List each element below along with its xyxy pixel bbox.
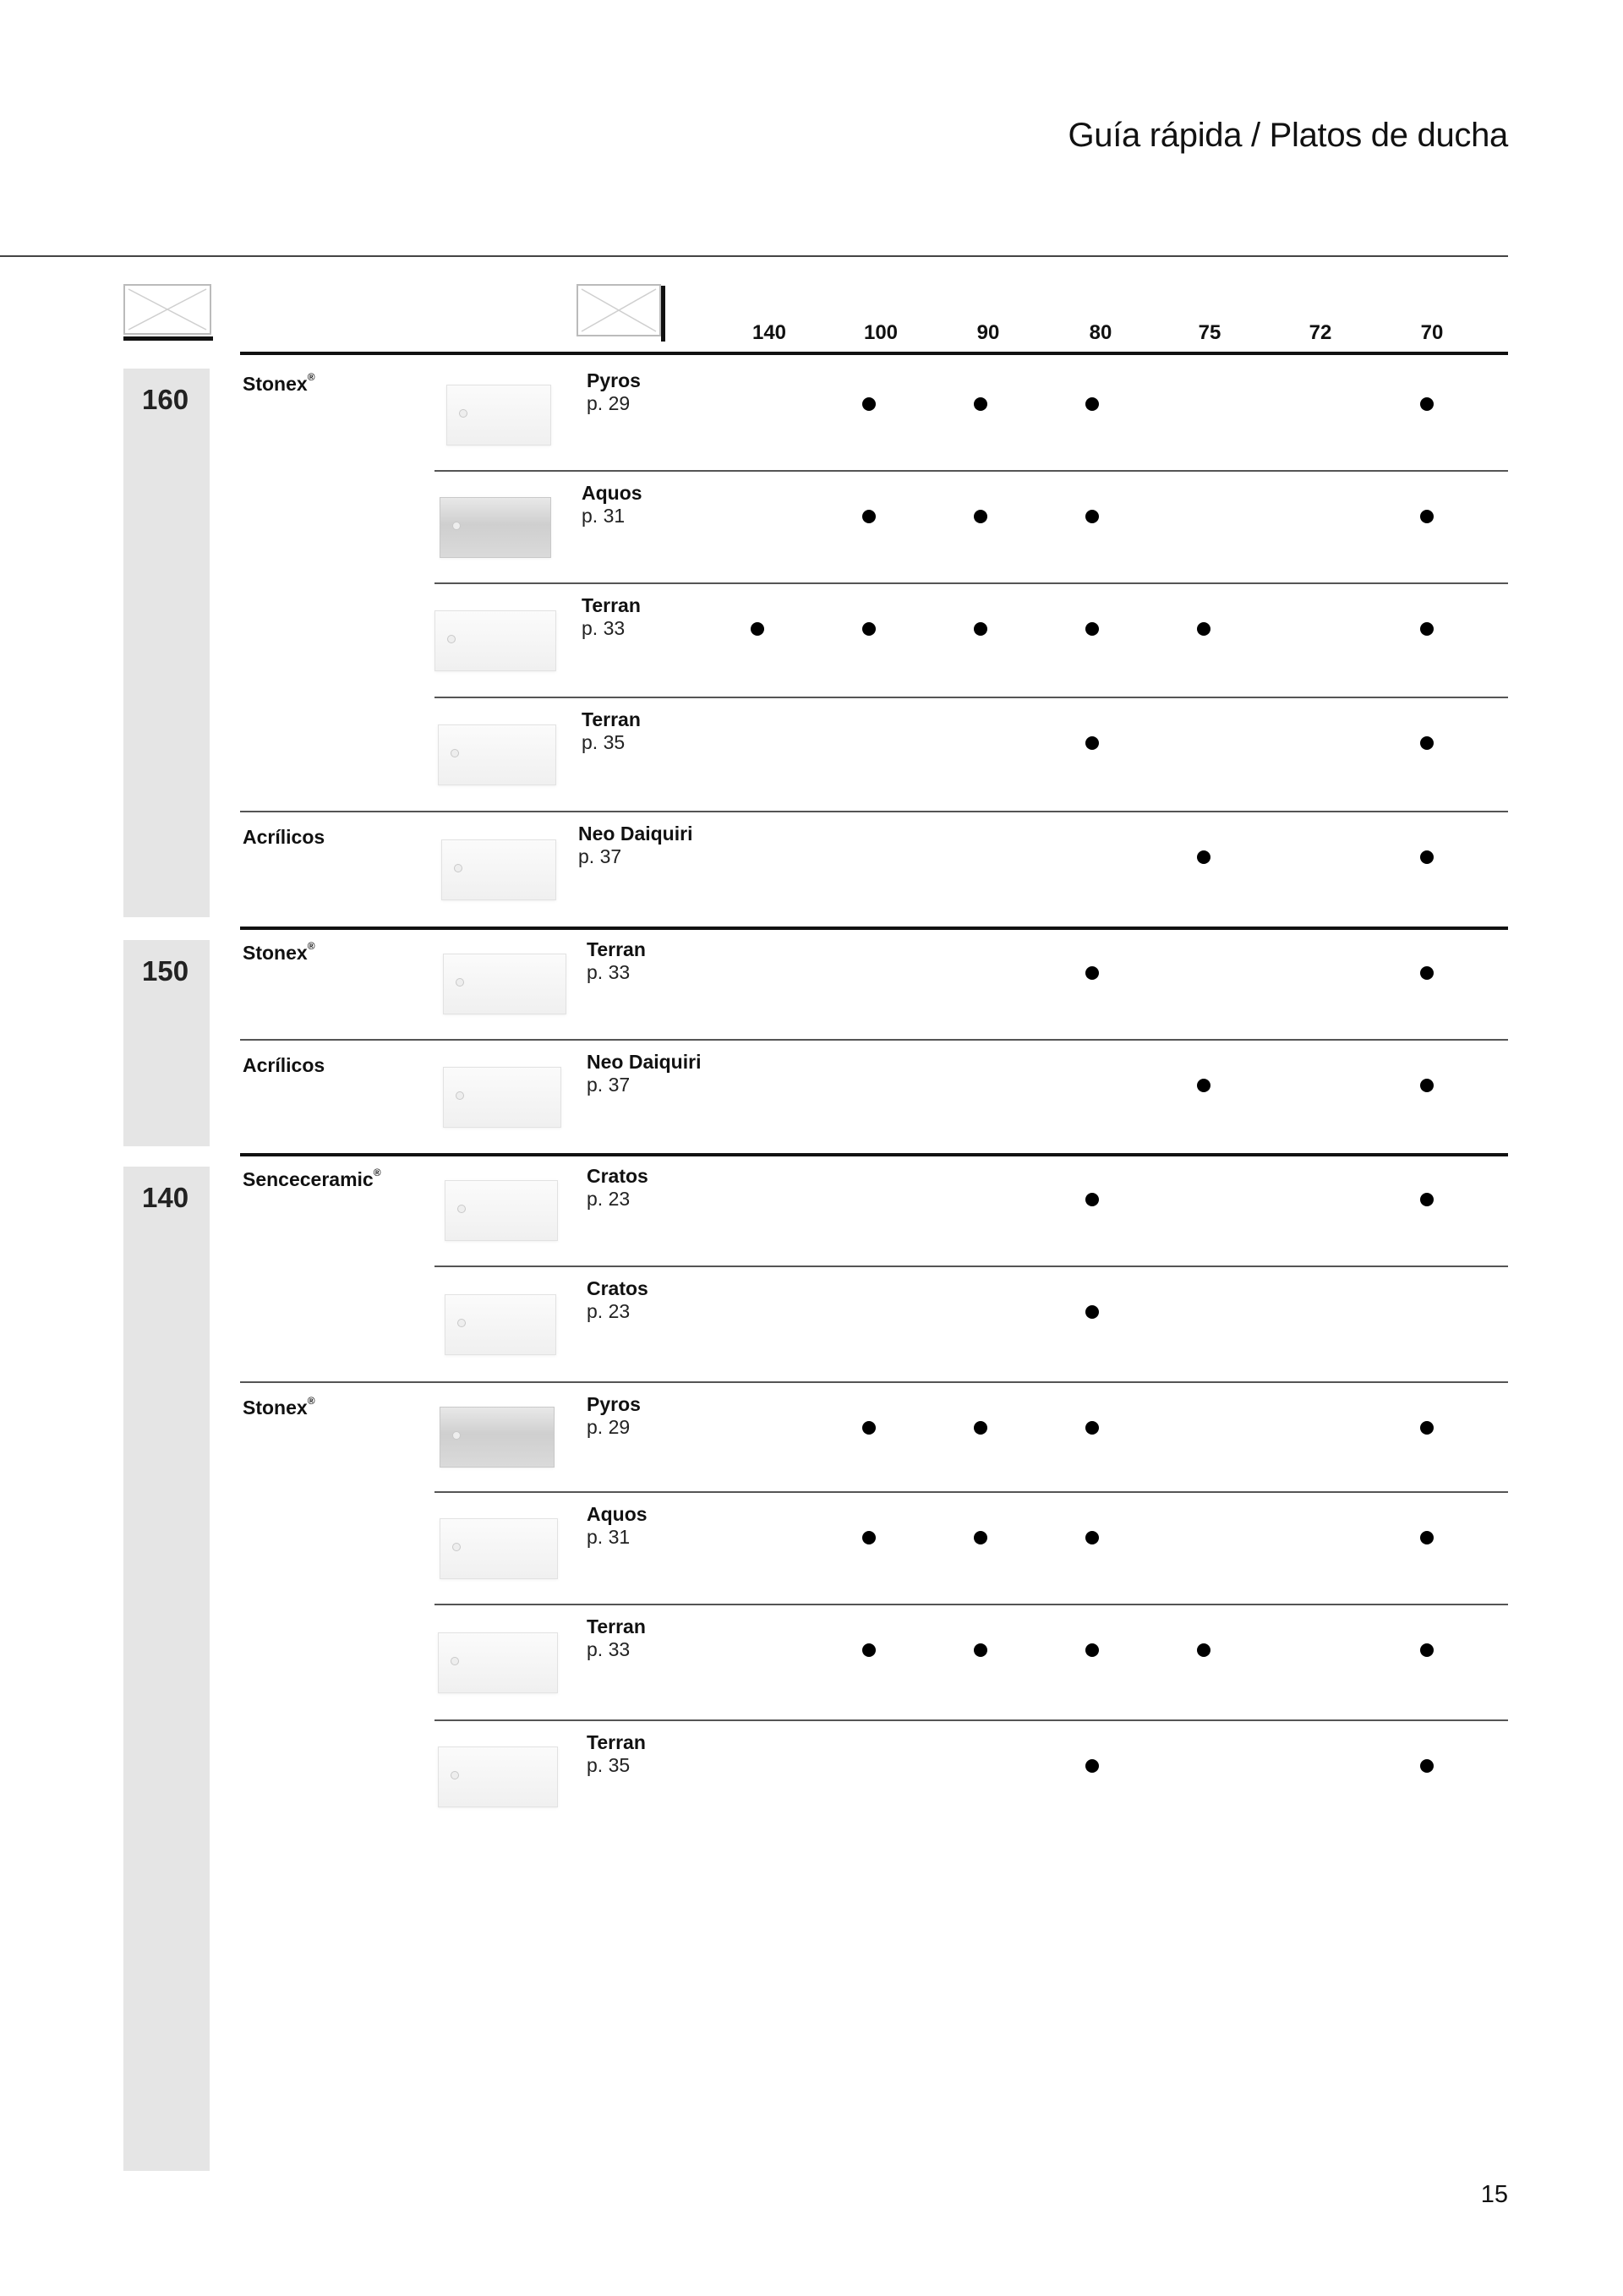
product-page-ref: p. 29 bbox=[587, 392, 631, 414]
availability-dot-90 bbox=[974, 1531, 987, 1544]
size-group-160 bbox=[123, 369, 210, 917]
product-label bbox=[587, 1051, 701, 1096]
size-group-150 bbox=[123, 940, 210, 1146]
product-page-ref: p. 35 bbox=[582, 731, 626, 753]
product-page-ref: p. 33 bbox=[587, 961, 631, 983]
product-name: Pyros bbox=[587, 369, 641, 391]
material-divider bbox=[240, 1381, 1508, 1383]
availability-dot-100 bbox=[862, 1643, 876, 1657]
availability-dot-80 bbox=[1085, 966, 1099, 980]
availability-dot-75 bbox=[1197, 1079, 1210, 1092]
product-label bbox=[587, 1615, 646, 1661]
availability-dot-90 bbox=[974, 1421, 987, 1435]
product-name: Aquos bbox=[582, 482, 642, 504]
product-page-ref: p. 37 bbox=[587, 1074, 631, 1096]
drain-icon bbox=[452, 522, 461, 530]
availability-dot-140 bbox=[751, 622, 764, 636]
size-group-140 bbox=[123, 1167, 210, 2171]
product-thumbnail bbox=[441, 839, 556, 900]
product-label bbox=[587, 1731, 646, 1777]
availability-dot-80 bbox=[1085, 736, 1099, 750]
product-page-ref: p. 23 bbox=[587, 1300, 631, 1322]
material-label bbox=[243, 826, 325, 849]
registered-mark: ® bbox=[307, 1395, 315, 1407]
material-name: Senceceramic bbox=[243, 1168, 374, 1190]
drain-icon bbox=[456, 1091, 464, 1100]
product-name: Terran bbox=[587, 1615, 646, 1637]
page-title: Guía rápida / Platos de ducha bbox=[1068, 117, 1508, 154]
drain-icon bbox=[451, 749, 459, 757]
availability-dot-70 bbox=[1420, 510, 1434, 523]
drain-icon bbox=[456, 978, 464, 987]
availability-dot-100 bbox=[862, 1421, 876, 1435]
product-page-ref: p. 23 bbox=[587, 1188, 631, 1210]
product-label bbox=[587, 1277, 648, 1323]
product-name: Aquos bbox=[587, 1503, 648, 1525]
drain-icon bbox=[457, 1319, 466, 1327]
column-heading-140: 140 bbox=[751, 321, 787, 344]
page-number: 15 bbox=[1480, 2181, 1508, 2208]
product-thumbnail bbox=[443, 1067, 561, 1128]
availability-dot-70 bbox=[1420, 397, 1434, 411]
availability-dot-100 bbox=[862, 397, 876, 411]
availability-dot-70 bbox=[1420, 736, 1434, 750]
availability-dot-80 bbox=[1085, 1759, 1099, 1773]
product-thumbnail bbox=[440, 497, 551, 558]
product-thumbnail bbox=[445, 1180, 558, 1241]
product-name: Cratos bbox=[587, 1165, 648, 1187]
availability-dot-80 bbox=[1085, 510, 1099, 523]
column-heading-75: 75 bbox=[1198, 321, 1221, 344]
registered-mark: ® bbox=[373, 1167, 381, 1178]
material-label bbox=[243, 1397, 315, 1419]
availability-dot-75 bbox=[1197, 622, 1210, 636]
product-page-ref: p. 29 bbox=[587, 1416, 631, 1438]
availability-dot-90 bbox=[974, 1643, 987, 1657]
material-name: Stonex bbox=[243, 942, 308, 964]
product-name: Terran bbox=[587, 938, 646, 960]
column-heading-70: 70 bbox=[1420, 321, 1444, 344]
product-page-ref: p. 33 bbox=[587, 1638, 631, 1660]
product-label bbox=[582, 482, 642, 528]
product-page-ref: p. 31 bbox=[582, 505, 626, 527]
material-divider bbox=[240, 811, 1508, 812]
availability-dot-100 bbox=[862, 1531, 876, 1544]
drain-icon bbox=[454, 864, 462, 872]
product-label bbox=[587, 1393, 641, 1439]
section-divider bbox=[240, 927, 1508, 930]
product-thumbnail bbox=[438, 1747, 558, 1807]
product-thumbnail bbox=[446, 385, 551, 446]
product-thumbnail bbox=[440, 1407, 555, 1468]
availability-dot-80 bbox=[1085, 1531, 1099, 1544]
product-page-ref: p. 31 bbox=[587, 1526, 631, 1548]
availability-dot-70 bbox=[1420, 1193, 1434, 1206]
product-name: Terran bbox=[587, 1731, 646, 1753]
material-name: Acrílicos bbox=[243, 1054, 325, 1076]
product-name: Neo Daiquiri bbox=[578, 823, 693, 845]
product-label bbox=[587, 369, 641, 415]
availability-dot-80 bbox=[1085, 1193, 1099, 1206]
product-page-ref: p. 33 bbox=[582, 617, 626, 639]
product-thumbnail bbox=[434, 610, 556, 671]
drain-icon bbox=[451, 1657, 459, 1665]
material-divider bbox=[240, 1039, 1508, 1041]
availability-dot-80 bbox=[1085, 1643, 1099, 1657]
material-label bbox=[243, 942, 315, 965]
material-label bbox=[243, 1054, 325, 1077]
drain-icon bbox=[452, 1431, 461, 1440]
row-divider bbox=[434, 1266, 1508, 1267]
product-thumbnail bbox=[438, 1632, 558, 1693]
size-label: 150 bbox=[142, 955, 189, 987]
product-thumbnail bbox=[438, 724, 556, 785]
row-divider bbox=[434, 470, 1508, 472]
product-label bbox=[582, 594, 641, 640]
product-label bbox=[582, 708, 641, 754]
row-divider bbox=[434, 1719, 1508, 1721]
material-label bbox=[243, 373, 315, 396]
width-indicator-bar bbox=[661, 286, 665, 342]
availability-dot-70 bbox=[1420, 1643, 1434, 1657]
material-label bbox=[243, 1168, 381, 1191]
availability-dot-70 bbox=[1420, 966, 1434, 980]
drain-icon bbox=[457, 1205, 466, 1213]
column-heading-90: 90 bbox=[976, 321, 1000, 344]
product-label bbox=[578, 823, 692, 868]
size-label: 140 bbox=[142, 1182, 189, 1213]
product-page-ref: p. 37 bbox=[578, 845, 622, 867]
row-divider bbox=[434, 1604, 1508, 1605]
product-name: Pyros bbox=[587, 1393, 641, 1415]
material-name: Stonex bbox=[243, 373, 308, 395]
top-divider bbox=[0, 255, 1508, 257]
availability-dot-80 bbox=[1085, 622, 1099, 636]
drain-icon bbox=[459, 409, 467, 418]
availability-dot-90 bbox=[974, 622, 987, 636]
availability-dot-90 bbox=[974, 510, 987, 523]
row-divider bbox=[434, 697, 1508, 698]
material-name: Acrílicos bbox=[243, 826, 325, 848]
row-divider bbox=[434, 582, 1508, 584]
availability-dot-100 bbox=[862, 622, 876, 636]
availability-dot-90 bbox=[974, 397, 987, 411]
product-name: Cratos bbox=[587, 1277, 648, 1299]
product-thumbnail bbox=[440, 1518, 558, 1579]
column-heading-80: 80 bbox=[1089, 321, 1112, 344]
product-page-ref: p. 35 bbox=[587, 1754, 631, 1776]
availability-dot-70 bbox=[1420, 1531, 1434, 1544]
availability-dot-75 bbox=[1197, 1643, 1210, 1657]
availability-dot-100 bbox=[862, 510, 876, 523]
material-name: Stonex bbox=[243, 1397, 308, 1419]
availability-dot-70 bbox=[1420, 1759, 1434, 1773]
availability-dot-70 bbox=[1420, 622, 1434, 636]
product-label bbox=[587, 1503, 648, 1549]
column-heading-100: 100 bbox=[863, 321, 899, 344]
drain-icon bbox=[452, 1543, 461, 1551]
product-name: Terran bbox=[582, 708, 641, 730]
registered-mark: ® bbox=[307, 940, 315, 952]
product-thumbnail bbox=[443, 954, 566, 1014]
product-label bbox=[587, 938, 646, 984]
shower-tray-width-icon bbox=[577, 284, 661, 336]
availability-dot-80 bbox=[1085, 1305, 1099, 1319]
availability-dot-70 bbox=[1420, 1079, 1434, 1092]
product-name: Neo Daiquiri bbox=[587, 1051, 702, 1073]
availability-dot-80 bbox=[1085, 397, 1099, 411]
availability-dot-80 bbox=[1085, 1421, 1099, 1435]
product-thumbnail bbox=[445, 1294, 556, 1355]
column-heading-72: 72 bbox=[1309, 321, 1332, 344]
availability-dot-75 bbox=[1197, 850, 1210, 864]
shower-tray-length-icon bbox=[123, 284, 211, 335]
section-divider bbox=[240, 1153, 1508, 1156]
drain-icon bbox=[447, 635, 456, 643]
registered-mark: ® bbox=[307, 371, 315, 383]
availability-dot-70 bbox=[1420, 850, 1434, 864]
availability-dot-70 bbox=[1420, 1421, 1434, 1435]
product-name: Terran bbox=[582, 594, 641, 616]
row-divider bbox=[434, 1491, 1508, 1493]
length-indicator-bar bbox=[123, 336, 213, 341]
header-rule bbox=[240, 352, 1508, 355]
size-label: 160 bbox=[142, 384, 189, 415]
drain-icon bbox=[451, 1771, 459, 1779]
product-label bbox=[587, 1165, 648, 1211]
